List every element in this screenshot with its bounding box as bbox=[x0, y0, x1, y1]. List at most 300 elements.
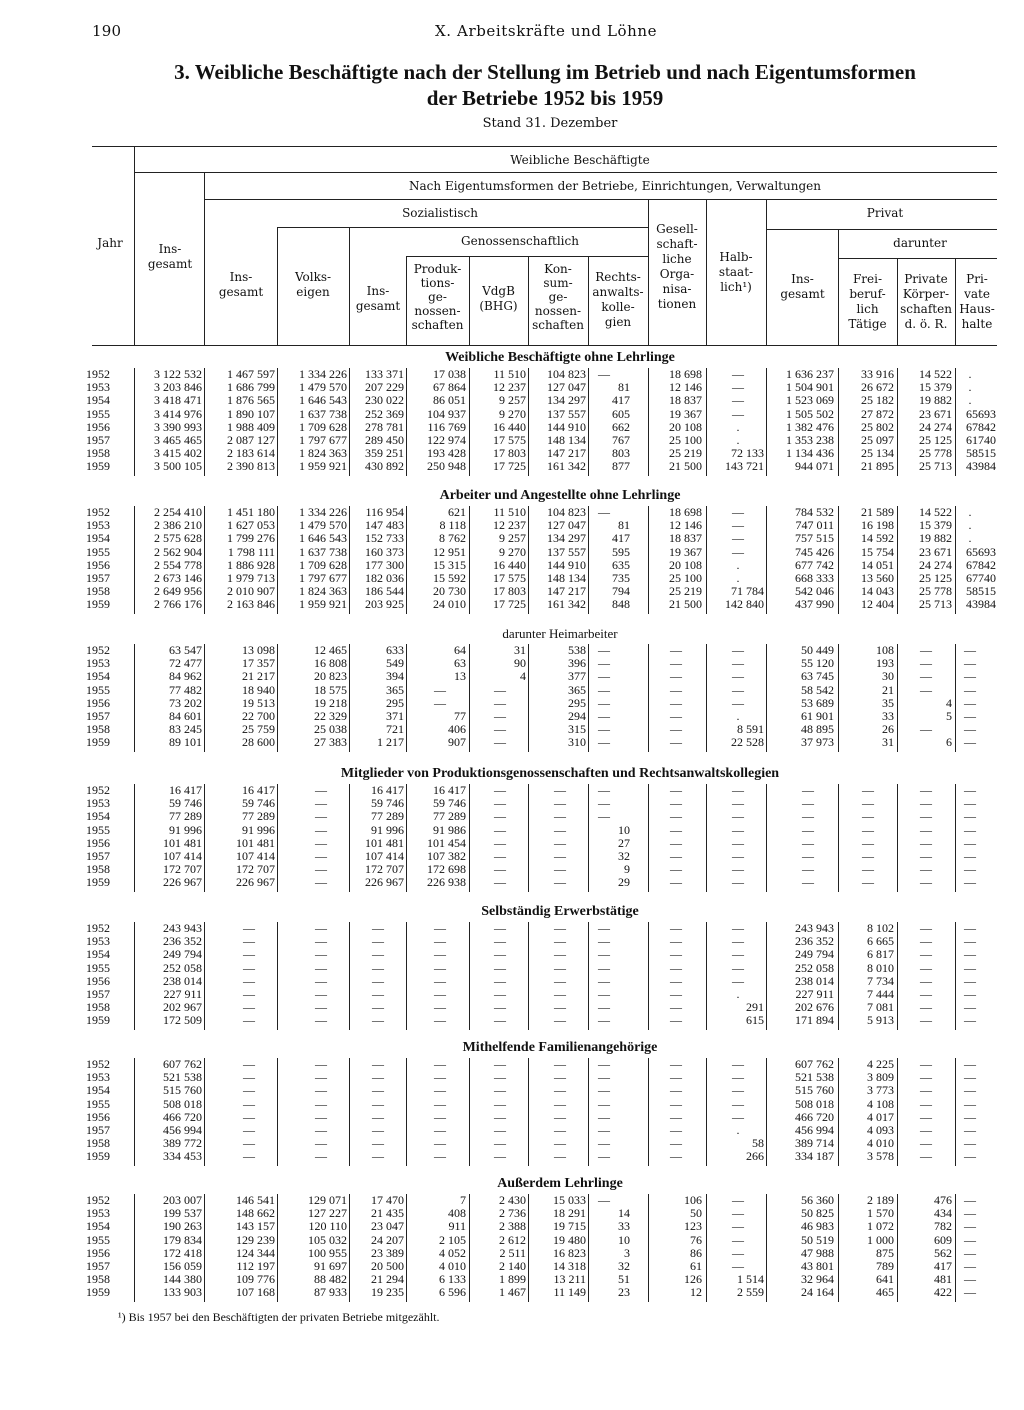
table-cell: — bbox=[554, 1123, 566, 1137]
table-cell: — bbox=[598, 505, 610, 519]
table-cell: — bbox=[964, 835, 976, 850]
table-cell: 37 973 bbox=[801, 735, 834, 750]
table-cell: 1 467 597 bbox=[227, 367, 275, 381]
table-cell: 238 014 bbox=[795, 973, 834, 988]
table-cell: — bbox=[494, 1070, 506, 1085]
table-cell: — bbox=[964, 1096, 976, 1111]
table-cell: 1 797 677 bbox=[299, 433, 347, 447]
table-cell: — bbox=[598, 1136, 610, 1151]
table-cell: 789 bbox=[876, 1259, 894, 1273]
table-cell: 782 bbox=[934, 1219, 952, 1234]
table-cell: — bbox=[670, 835, 682, 850]
table-cell: 18 837 bbox=[669, 531, 702, 546]
table-cell: 16 417 bbox=[433, 783, 466, 797]
table-cell: 11 149 bbox=[553, 1285, 586, 1300]
table-cell: — bbox=[434, 987, 446, 1001]
table-cell: 615 bbox=[746, 1013, 764, 1028]
table-cell: 2 766 176 bbox=[154, 597, 202, 612]
table-cell: 101 481 bbox=[365, 835, 404, 850]
table-cell: — bbox=[920, 1149, 932, 1164]
table-cell: — bbox=[315, 947, 327, 962]
table-cell: 12 237 bbox=[493, 380, 526, 395]
table-cell: — bbox=[494, 1013, 506, 1028]
header-rule-2 bbox=[205, 199, 997, 200]
row-year: 1953 bbox=[86, 796, 110, 811]
table-cell: 58 542 bbox=[801, 682, 834, 697]
table-cell: — bbox=[670, 960, 682, 975]
table-cell: — bbox=[315, 835, 327, 850]
row-year: 1957 bbox=[86, 1259, 110, 1273]
table-cell: 1 072 bbox=[867, 1219, 894, 1234]
table-cell: 508 018 bbox=[163, 1096, 202, 1111]
table-cell: 2 183 614 bbox=[227, 446, 275, 461]
table-cell: — bbox=[494, 960, 506, 975]
table-cell: 19 235 bbox=[371, 1285, 404, 1300]
table-cell: 515 760 bbox=[795, 1083, 834, 1098]
table-cell: — bbox=[315, 1149, 327, 1164]
column-rule bbox=[897, 922, 898, 1030]
table-cell: 2 105 bbox=[439, 1232, 466, 1247]
table-cell: 227 911 bbox=[163, 987, 202, 1001]
table-cell: — bbox=[315, 809, 327, 824]
table-cell: — bbox=[372, 1000, 384, 1015]
table-cell: 10 bbox=[618, 1232, 630, 1247]
table-cell: 476 bbox=[934, 1193, 952, 1207]
col-header-darunter: darunter bbox=[893, 236, 947, 250]
row-year: 1955 bbox=[86, 1096, 110, 1111]
table-cell: 71 784 bbox=[731, 584, 764, 599]
table-cell: — bbox=[802, 796, 814, 811]
table-cell: 20 108 bbox=[669, 419, 702, 434]
table-cell: 17 470 bbox=[371, 1193, 404, 1207]
table-cell: — bbox=[434, 921, 446, 935]
table-cell: 177 300 bbox=[365, 557, 404, 572]
table-cell: 295 bbox=[386, 695, 404, 710]
table-cell: — bbox=[554, 921, 566, 935]
table-cell: 104 823 bbox=[547, 505, 586, 519]
table-cell: — bbox=[670, 722, 682, 737]
table-cell: 3 465 465 bbox=[154, 433, 202, 447]
table-cell: — bbox=[732, 505, 744, 519]
table-cell: — bbox=[732, 1245, 744, 1260]
table-cell: 59 746 bbox=[433, 796, 466, 811]
table-cell: — bbox=[862, 862, 874, 877]
table-cell: 2 511 bbox=[499, 1245, 526, 1260]
table-cell: 2 562 904 bbox=[154, 544, 202, 559]
table-cell: 101 481 bbox=[163, 835, 202, 850]
table-cell: 25 778 bbox=[919, 584, 952, 599]
table-cell: 607 762 bbox=[795, 1057, 834, 1071]
column-rule bbox=[277, 922, 278, 1030]
table-cell: 19 882 bbox=[919, 531, 952, 546]
table-cell: — bbox=[243, 960, 255, 975]
table-cell: 16 417 bbox=[371, 783, 404, 797]
table-cell: 91 996 bbox=[169, 822, 202, 837]
table-cell: 1 523 069 bbox=[786, 393, 834, 408]
table-cell: — bbox=[964, 1123, 976, 1137]
table-cell: — bbox=[434, 1070, 446, 1085]
table-cell: 17 725 bbox=[493, 459, 526, 474]
table-cell: 1 570 bbox=[867, 1206, 894, 1221]
table-cell: 249 794 bbox=[163, 947, 202, 962]
table-cell: — bbox=[243, 947, 255, 962]
table-cell: 466 720 bbox=[163, 1109, 202, 1124]
table-cell: 8 762 bbox=[439, 531, 466, 546]
table-cell: 21 500 bbox=[669, 597, 702, 612]
table-cell: — bbox=[494, 1123, 506, 1137]
table-cell: 87 933 bbox=[314, 1285, 347, 1300]
table-cell: — bbox=[554, 934, 566, 949]
table-cell: — bbox=[494, 875, 506, 890]
table-cell: 19 882 bbox=[919, 393, 952, 408]
table-cell: 25 219 bbox=[669, 584, 702, 599]
table-cell: — bbox=[964, 1272, 976, 1287]
table-cell: — bbox=[494, 1000, 506, 1015]
column-rule bbox=[277, 1058, 278, 1166]
table-cell: — bbox=[920, 921, 932, 935]
table-cell: 17 803 bbox=[493, 446, 526, 461]
table-cell: 784 532 bbox=[795, 505, 834, 519]
row-year: 1955 bbox=[86, 822, 110, 837]
table-cell: — bbox=[598, 695, 610, 710]
table-cell: 3 809 bbox=[867, 1070, 894, 1085]
table-cell: 27 872 bbox=[861, 406, 894, 421]
table-cell: — bbox=[732, 1232, 744, 1247]
table-cell: 6 bbox=[946, 735, 952, 750]
table-cell: — bbox=[964, 1259, 976, 1273]
table-cell: 86 bbox=[690, 1245, 702, 1260]
table-cell: 26 672 bbox=[861, 380, 894, 395]
table-cell: — bbox=[920, 947, 932, 962]
table-cell: — bbox=[732, 1109, 744, 1124]
table-cell: 1 637 738 bbox=[299, 544, 347, 559]
table-cell: — bbox=[243, 1070, 255, 1085]
table-cell: — bbox=[598, 1000, 610, 1015]
table-cell: 147 217 bbox=[547, 584, 586, 599]
table-cell: 1 709 628 bbox=[299, 557, 347, 572]
table-cell: — bbox=[920, 809, 932, 824]
table-cell: 14 051 bbox=[861, 557, 894, 572]
table-cell: — bbox=[554, 862, 566, 877]
table-cell: 2 163 846 bbox=[227, 597, 275, 612]
table-cell: — bbox=[315, 875, 327, 890]
table-cell: — bbox=[670, 1149, 682, 1164]
table-cell: 56 360 bbox=[801, 1193, 834, 1207]
table-cell: 202 967 bbox=[163, 1000, 202, 1015]
table-cell: — bbox=[315, 783, 327, 797]
table-cell: 147 483 bbox=[365, 518, 404, 533]
table-cell: 50 449 bbox=[801, 643, 834, 657]
table-cell: — bbox=[372, 973, 384, 988]
table-cell: 1 988 409 bbox=[227, 419, 275, 434]
table-cell: 186 544 bbox=[365, 584, 404, 599]
table-cell: — bbox=[670, 682, 682, 697]
column-rule bbox=[838, 784, 839, 892]
table-cell: 4 108 bbox=[867, 1096, 894, 1111]
table-cell: — bbox=[434, 973, 446, 988]
table-cell: 46 983 bbox=[801, 1219, 834, 1234]
table-cell: — bbox=[964, 796, 976, 811]
row-year: 1955 bbox=[86, 1232, 110, 1247]
table-cell: 31 bbox=[882, 735, 894, 750]
table-cell: — bbox=[670, 1109, 682, 1124]
table-cell: 1 798 111 bbox=[227, 544, 275, 559]
table-cell: . bbox=[736, 709, 740, 723]
table-cell: — bbox=[920, 934, 932, 949]
table-cell: 250 948 bbox=[427, 459, 466, 474]
table-cell: 641 bbox=[876, 1272, 894, 1287]
table-cell: 21 294 bbox=[371, 1272, 404, 1287]
table-cell: 13 560 bbox=[861, 571, 894, 585]
table-cell: — bbox=[315, 1000, 327, 1015]
table-cell: 1 334 226 bbox=[299, 367, 347, 381]
table-cell: — bbox=[964, 709, 976, 723]
table-cell: — bbox=[670, 1083, 682, 1098]
table-cell: — bbox=[732, 656, 744, 671]
table-cell: 77 289 bbox=[433, 809, 466, 824]
table-cell: 134 297 bbox=[547, 393, 586, 408]
header-rule-3 bbox=[278, 227, 648, 228]
table-cell: 1 353 238 bbox=[786, 433, 834, 447]
table-cell: 1 504 901 bbox=[786, 380, 834, 395]
table-cell: 86 051 bbox=[433, 393, 466, 408]
table-cell: — bbox=[434, 1123, 446, 1137]
table-cell: — bbox=[315, 849, 327, 863]
table-cell: 20 108 bbox=[669, 557, 702, 572]
table-cell: 465 bbox=[876, 1285, 894, 1300]
row-year: 1956 bbox=[86, 557, 110, 572]
table-cell: 23 047 bbox=[371, 1219, 404, 1234]
table-cell: 109 776 bbox=[236, 1272, 275, 1287]
table-cell: 172 707 bbox=[163, 862, 202, 877]
table-cell: 19 480 bbox=[553, 1232, 586, 1247]
table-cell: 1 505 502 bbox=[786, 406, 834, 421]
table-cell: — bbox=[802, 862, 814, 877]
table-cell: 16 440 bbox=[493, 557, 526, 572]
table-cell: — bbox=[920, 1136, 932, 1151]
table-cell: — bbox=[243, 934, 255, 949]
table-cell: — bbox=[670, 669, 682, 684]
table-cell: — bbox=[554, 1070, 566, 1085]
table-cell: 148 134 bbox=[547, 433, 586, 447]
table-cell: — bbox=[964, 1285, 976, 1300]
table-cell: 127 047 bbox=[547, 380, 586, 395]
table-cell: 25 125 bbox=[919, 433, 952, 447]
table-cell: 621 bbox=[448, 505, 466, 519]
table-cell: 18 698 bbox=[669, 505, 702, 519]
table-cell: 291 bbox=[746, 1000, 764, 1015]
table-cell: 25 100 bbox=[669, 571, 702, 585]
table-cell: — bbox=[243, 1083, 255, 1098]
table-cell: 1 797 677 bbox=[299, 571, 347, 585]
table-cell: 4 bbox=[520, 669, 526, 684]
table-cell: 50 bbox=[690, 1206, 702, 1221]
table-cell: 126 bbox=[684, 1272, 702, 1287]
table-cell: 17 575 bbox=[493, 433, 526, 447]
table-cell: 417 bbox=[612, 531, 630, 546]
table-cell: 1 876 565 bbox=[227, 393, 275, 408]
table-cell: 84 601 bbox=[169, 709, 202, 723]
table-cell: 22 329 bbox=[314, 709, 347, 723]
table-cell: 278 781 bbox=[365, 419, 404, 434]
table-cell: 202 676 bbox=[795, 1000, 834, 1015]
table-cell: — bbox=[315, 862, 327, 877]
table-cell: 58515 bbox=[966, 446, 996, 461]
table-cell: 89 101 bbox=[169, 735, 202, 750]
table-cell: 15 033 bbox=[553, 1193, 586, 1207]
table-cell: 35 bbox=[882, 695, 894, 710]
table-cell: 389 772 bbox=[163, 1136, 202, 1151]
table-cell: — bbox=[732, 406, 744, 421]
table-cell: — bbox=[554, 835, 566, 850]
table-cell: 1 646 543 bbox=[299, 531, 347, 546]
table-cell: 3 bbox=[624, 1245, 630, 1260]
table-cell: 25 778 bbox=[919, 446, 952, 461]
section-heading: Arbeiter und Angestellte ohne Lehrlinge bbox=[439, 488, 681, 503]
table-cell: — bbox=[372, 1070, 384, 1085]
table-cell: 745 426 bbox=[795, 544, 834, 559]
table-cell: 63 bbox=[454, 656, 466, 671]
table-cell: 203 007 bbox=[163, 1193, 202, 1207]
table-cell: 1 000 bbox=[867, 1232, 894, 1247]
table-cell: 91 986 bbox=[433, 822, 466, 837]
row-year: 1952 bbox=[86, 643, 110, 657]
col-header-priv-insgesamt: Ins- gesamt bbox=[780, 272, 825, 301]
table-cell: — bbox=[315, 973, 327, 988]
table-cell: 133 903 bbox=[163, 1285, 202, 1300]
table-title-line-2: der Betriebe 1952 bis 1959 bbox=[426, 86, 664, 110]
table-cell: 116 954 bbox=[365, 505, 404, 519]
row-year: 1957 bbox=[86, 571, 110, 585]
table-cell: — bbox=[920, 783, 932, 797]
column-rule bbox=[204, 1058, 205, 1166]
table-cell: — bbox=[554, 849, 566, 863]
table-cell: — bbox=[670, 709, 682, 723]
row-year: 1954 bbox=[86, 947, 110, 962]
table-cell: 9 257 bbox=[499, 531, 526, 546]
table-cell: 25 759 bbox=[242, 722, 275, 737]
table-cell: 635 bbox=[612, 557, 630, 572]
col-header-freiberuflich: Frei- beruf- lich Tätige bbox=[848, 272, 887, 331]
table-cell: 55 120 bbox=[801, 656, 834, 671]
table-cell: 107 382 bbox=[427, 849, 466, 863]
column-rule bbox=[766, 784, 767, 892]
table-cell: — bbox=[670, 875, 682, 890]
table-cell: 1 479 570 bbox=[299, 518, 347, 533]
table-cell: — bbox=[920, 862, 932, 877]
table-cell: 116 769 bbox=[427, 419, 466, 434]
table-cell: 9 bbox=[624, 862, 630, 877]
table-cell: — bbox=[670, 1013, 682, 1028]
column-rule bbox=[469, 922, 470, 1030]
table-cell: 172 707 bbox=[365, 862, 404, 877]
table-cell: 152 733 bbox=[365, 531, 404, 546]
table-cell: 172 698 bbox=[427, 862, 466, 877]
table-cell: 59 746 bbox=[242, 796, 275, 811]
table-cell: 67 864 bbox=[433, 380, 466, 395]
header-rule-bottom bbox=[92, 345, 997, 346]
table-cell: 83 245 bbox=[169, 722, 202, 737]
table-cell: 28 600 bbox=[242, 735, 275, 750]
footnote: ¹) Bis 1957 bei den Beschäftigten der privaten Betriebe mitgezählt. bbox=[118, 1310, 440, 1324]
table-cell: — bbox=[670, 643, 682, 657]
table-cell: — bbox=[494, 709, 506, 723]
table-cell: — bbox=[920, 1070, 932, 1085]
table-cell: — bbox=[670, 822, 682, 837]
table-cell: 65693 bbox=[966, 544, 996, 559]
table-cell: — bbox=[372, 1109, 384, 1124]
table-cell: — bbox=[554, 1057, 566, 1071]
table-cell: — bbox=[598, 1096, 610, 1111]
table-cell: — bbox=[598, 643, 610, 657]
table-cell: 156 059 bbox=[163, 1259, 202, 1273]
table-cell: 227 911 bbox=[795, 987, 834, 1001]
table-cell: 47 988 bbox=[801, 1245, 834, 1260]
table-cell: — bbox=[598, 809, 610, 824]
table-cell: — bbox=[598, 1070, 610, 1085]
table-cell: — bbox=[598, 960, 610, 975]
column-rule bbox=[706, 784, 707, 892]
table-cell: — bbox=[243, 1013, 255, 1028]
table-cell: 146 541 bbox=[236, 1193, 275, 1207]
table-cell: 14 522 bbox=[919, 367, 952, 381]
table-cell: — bbox=[920, 835, 932, 850]
table-cell: 21 500 bbox=[669, 459, 702, 474]
table-cell: 16 417 bbox=[242, 783, 275, 797]
table-cell: — bbox=[802, 809, 814, 824]
table-cell: — bbox=[315, 987, 327, 1001]
header-vline bbox=[277, 227, 278, 345]
col-header-konsum: Kon- sum- ge- nossen- schaften bbox=[532, 262, 584, 332]
table-cell: 16 198 bbox=[861, 518, 894, 533]
table-cell: 466 720 bbox=[795, 1109, 834, 1124]
table-cell: 1 217 bbox=[377, 735, 404, 750]
row-year: 1959 bbox=[86, 875, 110, 890]
table-cell: — bbox=[598, 934, 610, 949]
table-cell: 17 725 bbox=[493, 597, 526, 612]
row-year: 1952 bbox=[86, 1057, 110, 1071]
table-cell: — bbox=[554, 1013, 566, 1028]
table-cell: 12 237 bbox=[493, 518, 526, 533]
table-cell: — bbox=[670, 947, 682, 962]
col-header-halbstaatlich: Halb- staat- lich¹) bbox=[718, 250, 754, 294]
table-cell: 91 697 bbox=[314, 1259, 347, 1273]
table-cell: — bbox=[670, 1136, 682, 1151]
table-cell: — bbox=[802, 849, 814, 863]
table-cell: — bbox=[964, 875, 976, 890]
table-cell: — bbox=[920, 656, 932, 671]
table-cell: 3 578 bbox=[867, 1149, 894, 1164]
table-cell: 23 389 bbox=[371, 1245, 404, 1260]
table-cell: 1 890 107 bbox=[227, 406, 275, 421]
row-year: 1954 bbox=[86, 1219, 110, 1234]
table-cell: — bbox=[732, 973, 744, 988]
table-cell: 58 bbox=[752, 1136, 764, 1151]
table-cell: — bbox=[554, 796, 566, 811]
table-cell: 4 010 bbox=[867, 1136, 894, 1151]
table-cell: . bbox=[736, 1123, 740, 1137]
table-cell: 19 715 bbox=[553, 1219, 586, 1234]
table-cell: 29 bbox=[618, 875, 630, 890]
table-cell: 4 093 bbox=[867, 1123, 894, 1137]
table-cell: 18 291 bbox=[553, 1206, 586, 1221]
table-cell: — bbox=[862, 809, 874, 824]
table-cell: — bbox=[670, 849, 682, 863]
column-rule bbox=[528, 922, 529, 1030]
table-cell: 875 bbox=[876, 1245, 894, 1260]
table-cell: 127 047 bbox=[547, 518, 586, 533]
table-cell: — bbox=[315, 1123, 327, 1137]
